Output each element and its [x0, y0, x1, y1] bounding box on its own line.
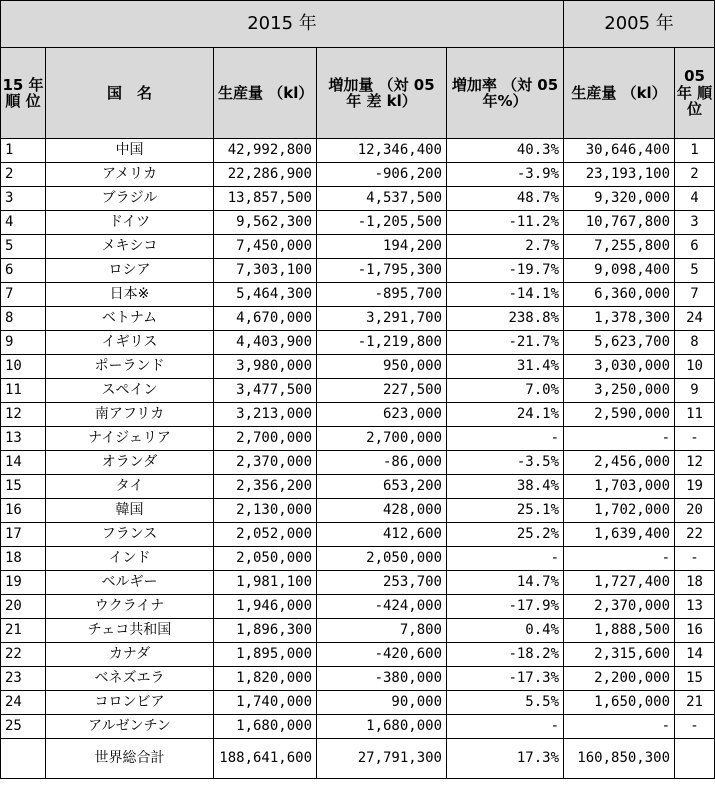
production-2015-cell: 7,303,100 [214, 259, 317, 283]
increase-cell: -420,600 [317, 643, 447, 667]
rank-2015-cell: 4 [1, 211, 46, 235]
country-cell: ロシア [46, 259, 214, 283]
country-cell: タイ [46, 475, 214, 499]
rank-2005-cell: 1 [675, 139, 715, 163]
rank-2015-cell: 10 [1, 355, 46, 379]
production-2015-cell: 2,130,000 [214, 499, 317, 523]
increase-rate-cell: - [447, 715, 564, 739]
increase-rate-cell: -21.7% [447, 331, 564, 355]
rank-2015-cell: 3 [1, 187, 46, 211]
table-row [1, 331, 715, 355]
rank-2015-cell: 5 [1, 235, 46, 259]
production-2005-cell: 7,255,800 [564, 235, 675, 259]
rank-2015-cell: 24 [1, 691, 46, 715]
rank-2015-cell: 12 [1, 403, 46, 427]
increase-cell: 412,600 [317, 523, 447, 547]
table-row [1, 187, 715, 211]
total-production-2015: 188,641,600 [214, 739, 317, 779]
production-2005-cell: 1,888,500 [564, 619, 675, 643]
production-2005-cell: - [564, 715, 675, 739]
production-2015-cell: 1,946,000 [214, 595, 317, 619]
country-cell: ナイジェリア [46, 427, 214, 451]
increase-rate-cell: 5.5% [447, 691, 564, 715]
production-2005-cell: 1,650,000 [564, 691, 675, 715]
rank-2005-cell: 20 [675, 499, 715, 523]
production-2015-cell: 1,680,000 [214, 715, 317, 739]
table-row [1, 403, 715, 427]
increase-rate-cell: 24.1% [447, 403, 564, 427]
rank-2005-cell: - [675, 427, 715, 451]
increase-rate-cell: 7.0% [447, 379, 564, 403]
increase-rate-cell: -11.2% [447, 211, 564, 235]
production-2015-cell: 13,857,500 [214, 187, 317, 211]
year-header-row [1, 1, 715, 48]
increase-rate-cell: -14.1% [447, 283, 564, 307]
increase-cell: -1,205,500 [317, 211, 447, 235]
production-2015-cell: 1,981,100 [214, 571, 317, 595]
production-2005-cell: 3,030,000 [564, 355, 675, 379]
increase-rate-cell: -17.9% [447, 595, 564, 619]
table-row [1, 547, 715, 571]
production-2015-cell: 4,670,000 [214, 307, 317, 331]
production-2015-cell: 2,052,000 [214, 523, 317, 547]
production-2005-cell: 9,098,400 [564, 259, 675, 283]
production-2015-cell: 42,992,800 [214, 139, 317, 163]
rank-2015-cell: 14 [1, 451, 46, 475]
rank-2015-cell: 11 [1, 379, 46, 403]
rank-2015-cell: 13 [1, 427, 46, 451]
increase-cell: 1,680,000 [317, 715, 447, 739]
rank-2005-cell: 21 [675, 691, 715, 715]
production-2005-cell: 1,727,400 [564, 571, 675, 595]
rank-2005-cell: 18 [675, 571, 715, 595]
production-2005-cell: 1,702,000 [564, 499, 675, 523]
increase-cell: 623,000 [317, 403, 447, 427]
table-row [1, 499, 715, 523]
production-2015-cell: 3,477,500 [214, 379, 317, 403]
increase-cell: -1,219,800 [317, 331, 447, 355]
table-row [1, 427, 715, 451]
increase-rate-header: 増加率 （対 05 年%） [447, 48, 564, 139]
country-cell: カナダ [46, 643, 214, 667]
production-2005-cell: 2,590,000 [564, 403, 675, 427]
production-2015-header: 生産量 （kl） [214, 48, 317, 139]
increase-cell: -380,000 [317, 667, 447, 691]
rank-2005-cell: - [675, 547, 715, 571]
total-increase: 27,791,300 [317, 739, 447, 779]
increase-rate-cell: 38.4% [447, 475, 564, 499]
rank-2005-cell: 24 [675, 307, 715, 331]
table-row [1, 307, 715, 331]
country-cell: オランダ [46, 451, 214, 475]
country-cell: ウクライナ [46, 595, 214, 619]
production-2015-cell: 5,464,300 [214, 283, 317, 307]
increase-rate-cell: 14.7% [447, 571, 564, 595]
increase-rate-cell: - [447, 427, 564, 451]
production-2015-cell: 2,370,000 [214, 451, 317, 475]
year-2015-header: 2015 年 [1, 1, 564, 48]
total-row [1, 739, 715, 779]
production-2005-cell: 2,456,000 [564, 451, 675, 475]
increase-cell: 653,200 [317, 475, 447, 499]
increase-cell: 12,346,400 [317, 139, 447, 163]
production-2015-cell: 3,980,000 [214, 355, 317, 379]
country-cell: ポーランド [46, 355, 214, 379]
rank-2005-cell: 16 [675, 619, 715, 643]
table-row [1, 259, 715, 283]
rank-2005-cell: 14 [675, 643, 715, 667]
country-cell: ベトナム [46, 307, 214, 331]
increase-rate-cell: -3.9% [447, 163, 564, 187]
rank-2005-cell: 19 [675, 475, 715, 499]
increase-cell: 950,000 [317, 355, 447, 379]
rank-2015-cell: 6 [1, 259, 46, 283]
rank-2005-cell: 8 [675, 331, 715, 355]
country-cell: ベネズエラ [46, 667, 214, 691]
table-row [1, 523, 715, 547]
production-2005-cell: 30,646,400 [564, 139, 675, 163]
increase-cell: 253,700 [317, 571, 447, 595]
increase-cell: 194,200 [317, 235, 447, 259]
rank-2015-cell: 1 [1, 139, 46, 163]
rank-2015-cell: 25 [1, 715, 46, 739]
production-2015-cell: 22,286,900 [214, 163, 317, 187]
rank-2005-cell: 7 [675, 283, 715, 307]
rank-2015-cell: 9 [1, 331, 46, 355]
table-row [1, 235, 715, 259]
country-cell: コロンビア [46, 691, 214, 715]
table-row [1, 475, 715, 499]
production-2015-cell: 7,450,000 [214, 235, 317, 259]
table-row [1, 451, 715, 475]
increase-cell: -86,000 [317, 451, 447, 475]
rank-2005-header: 05 年 順 位 [675, 48, 715, 139]
increase-rate-cell: 48.7% [447, 187, 564, 211]
rank-2015-cell: 8 [1, 307, 46, 331]
table-row [1, 283, 715, 307]
rank-2015-cell: 15 [1, 475, 46, 499]
country-cell: チェコ共和国 [46, 619, 214, 643]
increase-cell: -424,000 [317, 595, 447, 619]
table-row [1, 595, 715, 619]
production-2005-cell: 3,250,000 [564, 379, 675, 403]
production-2005-cell: 9,320,000 [564, 187, 675, 211]
increase-rate-cell: -19.7% [447, 259, 564, 283]
rank-2005-cell: - [675, 715, 715, 739]
increase-rate-cell: 25.1% [447, 499, 564, 523]
rank-2015-cell: 17 [1, 523, 46, 547]
country-cell: スペイン [46, 379, 214, 403]
rank-2005-cell: 22 [675, 523, 715, 547]
production-2015-cell: 3,213,000 [214, 403, 317, 427]
rank-2005-cell: 12 [675, 451, 715, 475]
country-cell: 中国 [46, 139, 214, 163]
country-cell: アメリカ [46, 163, 214, 187]
production-2015-cell: 2,700,000 [214, 427, 317, 451]
rank-2015-cell: 7 [1, 283, 46, 307]
country-cell: ドイツ [46, 211, 214, 235]
rank-2005-cell: 4 [675, 187, 715, 211]
increase-rate-cell: 25.2% [447, 523, 564, 547]
increase-cell: 428,000 [317, 499, 447, 523]
table-body [1, 139, 715, 779]
increase-cell: -895,700 [317, 283, 447, 307]
increase-rate-cell: 238.8% [447, 307, 564, 331]
table-header [1, 1, 715, 139]
production-2015-cell: 4,403,900 [214, 331, 317, 355]
increase-cell: 4,537,500 [317, 187, 447, 211]
table-row [1, 715, 715, 739]
production-2005-cell: 1,639,400 [564, 523, 675, 547]
total-production-2005: 160,850,300 [564, 739, 675, 779]
production-2005-cell: 1,703,000 [564, 475, 675, 499]
country-cell: フランス [46, 523, 214, 547]
production-2015-cell: 2,050,000 [214, 547, 317, 571]
table-row [1, 211, 715, 235]
country-cell: メキシコ [46, 235, 214, 259]
increase-header: 増加量 （対 05 年 差 kl） [317, 48, 447, 139]
table-row [1, 163, 715, 187]
rank-2005-cell: 5 [675, 259, 715, 283]
country-cell: 日本※ [46, 283, 214, 307]
table-row [1, 643, 715, 667]
production-2015-cell: 1,896,300 [214, 619, 317, 643]
production-2005-cell: - [564, 427, 675, 451]
table-row [1, 667, 715, 691]
table-row [1, 691, 715, 715]
increase-rate-cell: -17.3% [447, 667, 564, 691]
rank-2005-cell: 3 [675, 211, 715, 235]
table-row [1, 619, 715, 643]
table-row [1, 355, 715, 379]
country-cell: イギリス [46, 331, 214, 355]
increase-cell: 2,700,000 [317, 427, 447, 451]
rank-2005-cell: 6 [675, 235, 715, 259]
production-2005-cell: 2,370,000 [564, 595, 675, 619]
rank-2005-cell: 9 [675, 379, 715, 403]
production-2005-cell: 23,193,100 [564, 163, 675, 187]
increase-cell: 7,800 [317, 619, 447, 643]
table-row [1, 139, 715, 163]
increase-rate-cell: - [447, 547, 564, 571]
total-label: 世界総合計 [46, 739, 214, 779]
increase-rate-cell: 2.7% [447, 235, 564, 259]
country-cell: ベルギー [46, 571, 214, 595]
country-cell: 韓国 [46, 499, 214, 523]
increase-rate-cell: -3.5% [447, 451, 564, 475]
production-2005-cell: 2,315,600 [564, 643, 675, 667]
rank-2005-cell: 2 [675, 163, 715, 187]
total-increase-rate: 17.3% [447, 739, 564, 779]
increase-rate-cell: -18.2% [447, 643, 564, 667]
rank-2015-cell: 20 [1, 595, 46, 619]
rank-2015-cell: 18 [1, 547, 46, 571]
rank-2005-cell: 15 [675, 667, 715, 691]
total-rank-cell [1, 739, 46, 779]
country-cell: ブラジル [46, 187, 214, 211]
production-2015-cell: 2,356,200 [214, 475, 317, 499]
production-2015-cell: 9,562,300 [214, 211, 317, 235]
increase-cell: 90,000 [317, 691, 447, 715]
rank-2005-cell: 11 [675, 403, 715, 427]
production-2015-cell: 1,820,000 [214, 667, 317, 691]
increase-rate-cell: 0.4% [447, 619, 564, 643]
production-2015-cell: 1,740,000 [214, 691, 317, 715]
increase-cell: 2,050,000 [317, 547, 447, 571]
production-2005-cell: 10,767,800 [564, 211, 675, 235]
rank-2015-cell: 22 [1, 643, 46, 667]
increase-rate-cell: 31.4% [447, 355, 564, 379]
table-row [1, 379, 715, 403]
country-cell: インド [46, 547, 214, 571]
country-cell: アルゼンチン [46, 715, 214, 739]
production-2005-cell: 6,360,000 [564, 283, 675, 307]
rank-2005-cell: 13 [675, 595, 715, 619]
country-header: 国 名 [46, 48, 214, 139]
year-2005-header: 2005 年 [564, 1, 715, 48]
country-cell: 南アフリカ [46, 403, 214, 427]
production-2005-cell: 5,623,700 [564, 331, 675, 355]
increase-cell: 3,291,700 [317, 307, 447, 331]
rank-2015-cell: 2 [1, 163, 46, 187]
production-2005-cell: 1,378,300 [564, 307, 675, 331]
production-2005-header: 生産量 （kl） [564, 48, 675, 139]
increase-cell: -906,200 [317, 163, 447, 187]
increase-rate-cell: 40.3% [447, 139, 564, 163]
production-2015-cell: 1,895,000 [214, 643, 317, 667]
total-rank-2005-cell [675, 739, 715, 779]
production-2005-cell: 2,200,000 [564, 667, 675, 691]
production-2005-cell: - [564, 547, 675, 571]
rank-2015-header: 15 年 順 位 [1, 48, 46, 139]
column-header-row [1, 48, 715, 139]
rank-2015-cell: 23 [1, 667, 46, 691]
rank-2005-cell: 10 [675, 355, 715, 379]
rank-2015-cell: 21 [1, 619, 46, 643]
increase-cell: -1,795,300 [317, 259, 447, 283]
rank-2015-cell: 16 [1, 499, 46, 523]
rank-2015-cell: 19 [1, 571, 46, 595]
increase-cell: 227,500 [317, 379, 447, 403]
table-row [1, 571, 715, 595]
